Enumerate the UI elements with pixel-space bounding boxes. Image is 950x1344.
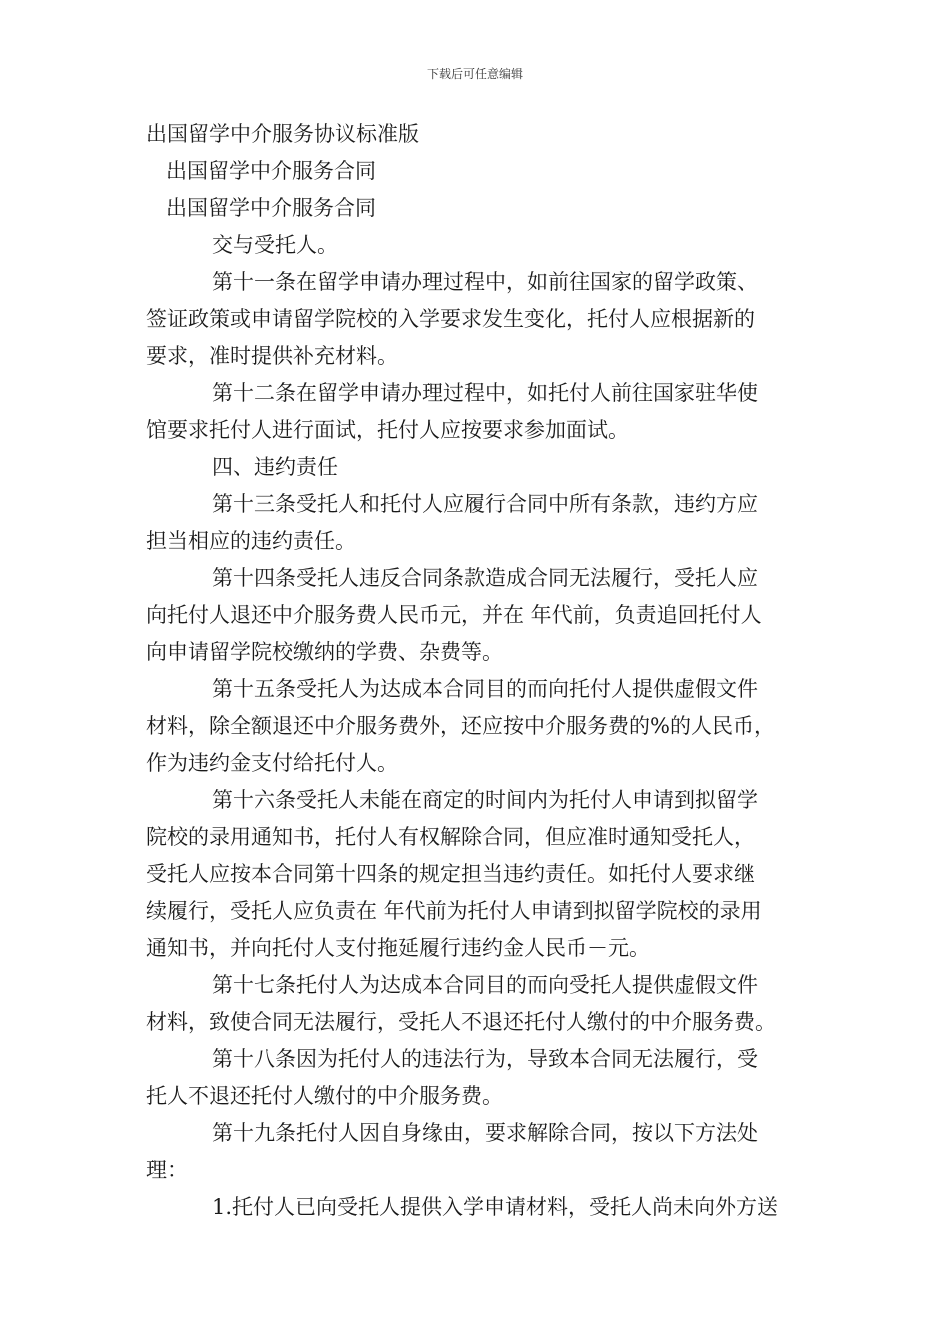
document-line: 理： [146, 1158, 188, 1182]
document-line: 第十三条受托人和托付人应履行合同中所有条款，违约方应 [212, 492, 758, 516]
document-line: 向托付人退还中介服务费人民币元，并在 年代前，负责追回托付人 [146, 603, 762, 627]
document-line: 材料，除全额退还中介服务费外，还应按中介服务费的%的人民币， [146, 714, 775, 738]
document-line: 院校的录用通知书，托付人有权解除合同，但应准时通知受托人， [146, 825, 755, 849]
document-line: 四、违约责任 [212, 455, 338, 479]
document-line: 向申请留学院校缴纳的学费、杂费等。 [146, 640, 503, 664]
document-line: 签证政策或申请留学院校的入学要求发生变化，托付人应根据新的 [146, 307, 755, 331]
document-line: 通知书，并向托付人支付拖延履行违约金人民币－元。 [146, 936, 650, 960]
document-line: 第十一条在留学申请办理过程中，如前往国家的留学政策、 [212, 270, 758, 294]
document-line: 第十二条在留学申请办理过程中，如托付人前往国家驻华使 [212, 381, 758, 405]
document-line: 第十七条托付人为达成本合同目的而向受托人提供虚假文件 [212, 973, 758, 997]
document-line: 1.托付人已向受托人提供入学申请材料，受托人尚未向外方送 [212, 1195, 779, 1219]
document-line: 材料，致使合同无法履行，受托人不退还托付人缴付的中介服务费。 [146, 1010, 776, 1034]
document-line: 第十六条受托人未能在商定的时间内为托付人申请到拟留学 [212, 788, 758, 812]
document-line: 出国留学中介服务合同 [166, 196, 376, 220]
document-line: 交与受托人。 [212, 233, 338, 257]
document-line: 受托人应按本合同第十四条的规定担当违约责任。如托付人要求继 [146, 862, 755, 886]
document-line: 托人不退还托付人缴付的中介服务费。 [146, 1084, 503, 1108]
document-line: 续履行，受托人应负责在 年代前为托付人申请到拟留学院校的录用 [146, 899, 762, 923]
document-line: 担当相应的违约责任。 [146, 529, 356, 553]
document-line: 第十八条因为托付人的违法行为，导致本合同无法履行，受 [212, 1047, 758, 1071]
page-header-note: 下载后可任意编辑 [426, 67, 523, 81]
document-line: 馆要求托付人进行面试，托付人应按要求参加面试。 [146, 418, 629, 442]
document-line: 出国留学中介服务合同 [166, 159, 376, 183]
document-line: 出国留学中介服务协议标准版 [146, 122, 419, 146]
document-line: 第十四条受托人违反合同条款造成合同无法履行，受托人应 [212, 566, 758, 590]
document-line: 第十五条受托人为达成本合同目的而向托付人提供虚假文件 [212, 677, 758, 701]
document-body [146, 116, 826, 1226]
document-line: 要求，准时提供补充材料。 [146, 344, 398, 368]
document-line: 第十九条托付人因自身缘由，要求解除合同，按以下方法处 [212, 1121, 758, 1145]
document-line: 作为违约金支付给托付人。 [146, 751, 398, 775]
